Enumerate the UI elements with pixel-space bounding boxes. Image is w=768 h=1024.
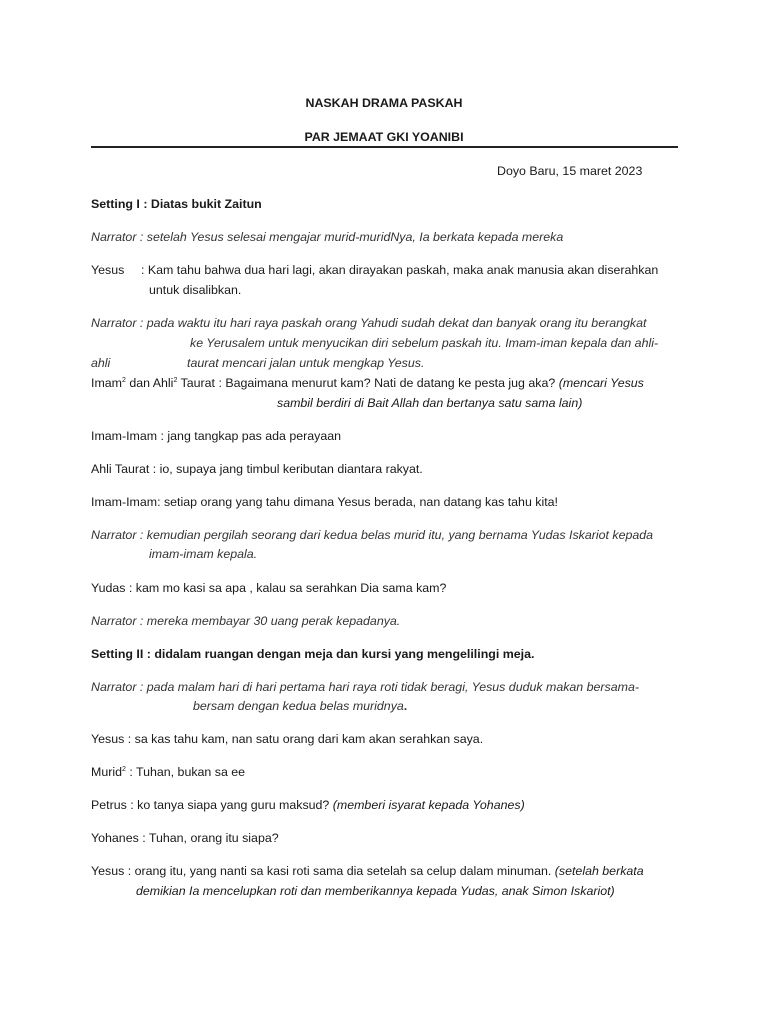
speaker-yesus: Yesus xyxy=(91,263,125,277)
document-subtitle: PAR JEMAAT GKI YOANIBI xyxy=(304,130,464,144)
dialogue-petrus-text: Petrus : ko tanya siapa yang guru maksud? xyxy=(91,798,330,812)
narrator-line-5b xyxy=(193,699,407,713)
dialogue-imam-ahli-pre: Imam xyxy=(91,376,122,390)
dialogue-petrus xyxy=(91,798,525,812)
dialogue-imam-3: Imam-Imam: setiap orang yang tahu dimana Yesus berada, nan datang kas tahu kita! xyxy=(91,495,559,509)
narrator-line-5b-text: bersam dengan kedua belas muridnya xyxy=(193,699,404,713)
document-date: Doyo Baru, 15 maret 2023 xyxy=(497,164,643,178)
stage-direction-yesus: (setelah berkata xyxy=(551,864,644,878)
stage-direction: (mencari Yesus xyxy=(555,376,644,390)
narrator-line-3b: imam-imam kepala. xyxy=(149,547,258,561)
dialogue-yesus-3a xyxy=(91,864,644,878)
narrator-line-5a: Narrator : pada malam hari di hari pertama hari raya roti tidak beragi, Yesus duduk makan bersama- xyxy=(91,680,639,694)
narrator-line-1: Narrator : setelah Yesus selesai mengajar murid-muridNya, Ia berkata kepada mereka xyxy=(91,230,564,244)
dialogue-yudas: Yudas : kam mo kasi sa apa , kalau sa serahkan Dia sama kam? xyxy=(91,581,447,595)
dialogue-imam-ahli xyxy=(91,376,644,390)
dialogue-yesus-1b: untuk disalibkan. xyxy=(149,283,242,297)
dialogue-murid-pre: Murid xyxy=(91,765,122,779)
dialogue-yesus-1a: : Kam tahu bahwa dua hari lagi, akan dirayakan paskah, maka anak manusia akan diserahkan xyxy=(141,263,659,277)
narrator-line-4: Narrator : mereka membayar 30 uang perak kepadanya. xyxy=(91,614,401,628)
narrator-line-2c-prefix: ahli xyxy=(91,356,111,370)
header-rule xyxy=(91,146,678,148)
narrator-line-3a: Narrator : kemudian pergilah seorang dari kedua belas murid itu, yang bernama Yudas Iskariot kepada xyxy=(91,528,654,542)
superscript-2: 2 xyxy=(121,376,126,384)
dialogue-yesus-3a-text: Yesus : orang itu, yang nanti sa kasi roti sama dia setelah sa celup dalam minuman. xyxy=(91,864,552,878)
stage-direction-cont: sambil berdiri di Bait Allah dan bertanya satu sama lain) xyxy=(277,396,583,410)
dialogue-imam-2: Imam-Imam : jang tangkap pas ada perayaan xyxy=(91,429,342,443)
dialogue-yohanes: Yohanes : Tuhan, orang itu siapa? xyxy=(91,831,279,845)
superscript-2: 2 xyxy=(121,765,126,773)
dialogue-imam-ahli-mid: dan Ahli xyxy=(125,376,174,390)
narrator-line-2b: ke Yerusalem untuk menyucikan diri sebelum paskah itu. Imam-iman kepala dan ahli- xyxy=(190,336,659,350)
dialogue-ahli-taurat: Ahli Taurat : io, supaya jang timbul keributan diantara rakyat. xyxy=(91,462,423,476)
dialogue-murid-post: : Tuhan, bukan sa ee xyxy=(125,765,246,779)
setting-2-heading: Setting II : didalam ruangan dengan meja dan kursi yang mengelilingi meja. xyxy=(91,647,535,661)
superscript-2: 2 xyxy=(173,376,178,384)
narrator-line-2a: Narrator : pada waktu itu hari raya paskah orang Yahudi sudah dekat dan banyak orang itu berangkat xyxy=(91,316,647,330)
narrator-line-2c: taurat mencari jalan untuk mengkap Yesus. xyxy=(187,356,425,370)
document-title: NASKAH DRAMA PASKAH xyxy=(305,96,463,110)
stage-direction-petrus: (memberi isyarat kepada Yohanes) xyxy=(329,798,525,812)
dialogue-imam-ahli-post: Taurat : Bagaimana menurut kam? Nati de datang ke pesta jug aka? xyxy=(177,376,556,390)
setting-1-heading: Setting I : Diatas bukit Zaitun xyxy=(91,197,262,211)
dialogue-murid xyxy=(91,765,245,779)
narrator-line-5b-period: . xyxy=(403,699,408,713)
dialogue-yesus-2: Yesus : sa kas tahu kam, nan satu orang dari kam akan serahkan saya. xyxy=(91,732,484,746)
stage-direction-yesus-cont: demikian Ia mencelupkan roti dan memberikannya kepada Yudas, anak Simon Iskariot) xyxy=(136,884,615,898)
